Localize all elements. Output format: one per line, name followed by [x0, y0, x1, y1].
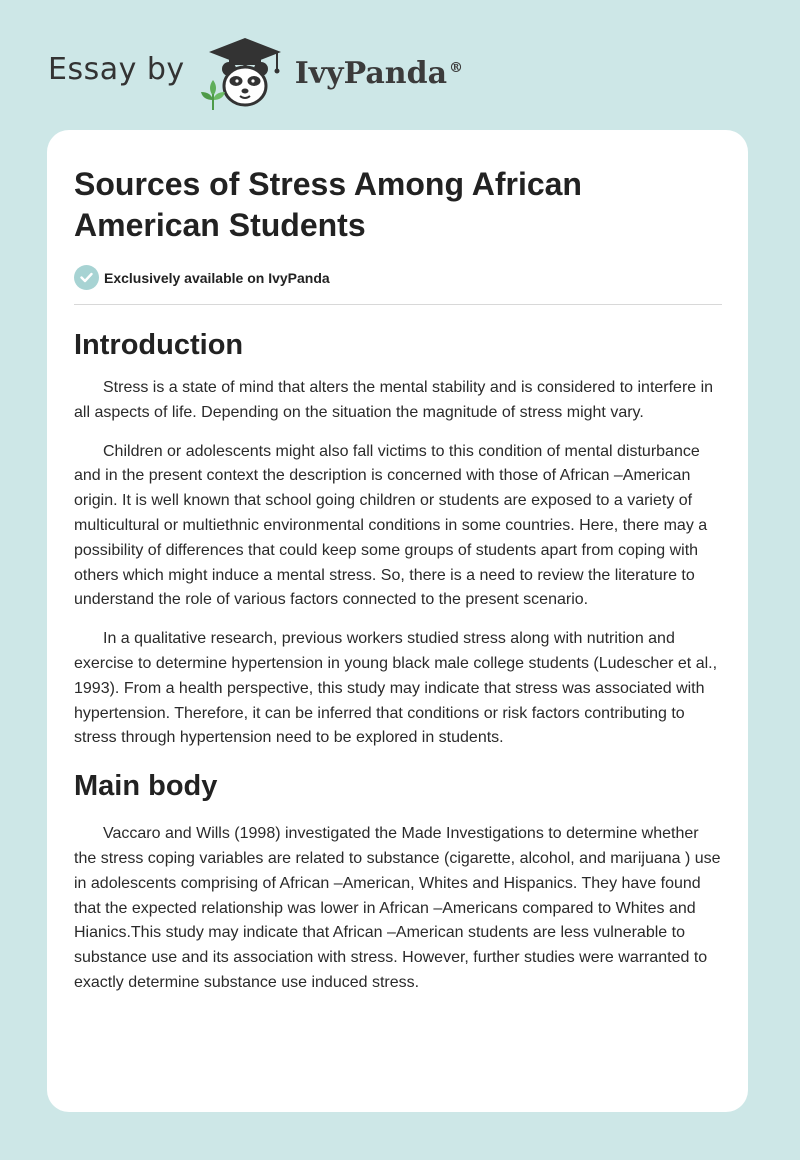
brand-header [48, 36, 463, 112]
panda-logo-icon[interactable] [199, 36, 291, 112]
section-heading: Introduction [74, 329, 244, 361]
section-main-body [74, 768, 722, 996]
section-heading: Main body [74, 770, 218, 803]
badge-label: Exclusively available on IvyPanda [104, 269, 330, 286]
paragraph: In a qualitative research, previous workers studied stress along with nutrition and exercise to determine hypertension in young black male college students (Ludescher et al., 1993). From a health perspective, this study may indicate that stress was associated with hypertension. Therefore, it can be inferred that conditions or risk factors contributing to stress through hypertension need to be explored in students. [74, 630, 718, 747]
check-icon [74, 265, 99, 290]
essay-title: Sources of Stress Among African American Students [74, 166, 582, 243]
paragraph: Stress is a state of mind that alters the mental stability and is considered to interfere in all aspects of life. Depending on the situation the magnitude of stress might vary. [74, 379, 714, 421]
essay-card [47, 130, 748, 1112]
section-introduction [74, 327, 722, 751]
exclusive-badge [74, 265, 722, 290]
divider [74, 304, 722, 305]
paragraph: Children or adolescents might also fall victims to this condition of mental disturbance and in the present context the description is concerned with those of African –American origin. It is well known that school going children or students are exposed to a variety of multicultural or multiethnic environmental conditions in some countries. Here, there may a possibility of differences that could keep some groups of students apart from coping with others which might induce a mental stress. So, there is a need to review the literature to understand the role of various factors connected to the present scenario. [74, 442, 708, 609]
brand-name: IvyPanda ® [294, 55, 464, 91]
brand-prefix: Essay by [48, 51, 185, 87]
paragraph: Vaccaro and Wills (1998) investigated the Made Investigations to determine whether the stress coping variables are related to substance (cigarette, alcohol, and marijuana ) use in adolescents comprising of African –American, Whites and Hispanics. They have found that the expected relationship was lower in African –Americans compared to Whites and Hianics.This study may indicate that African –American students are less vulnerable to substance use and its association with stress. However, further studies were warranted to exactly determine substance use induced stress. [74, 825, 721, 991]
